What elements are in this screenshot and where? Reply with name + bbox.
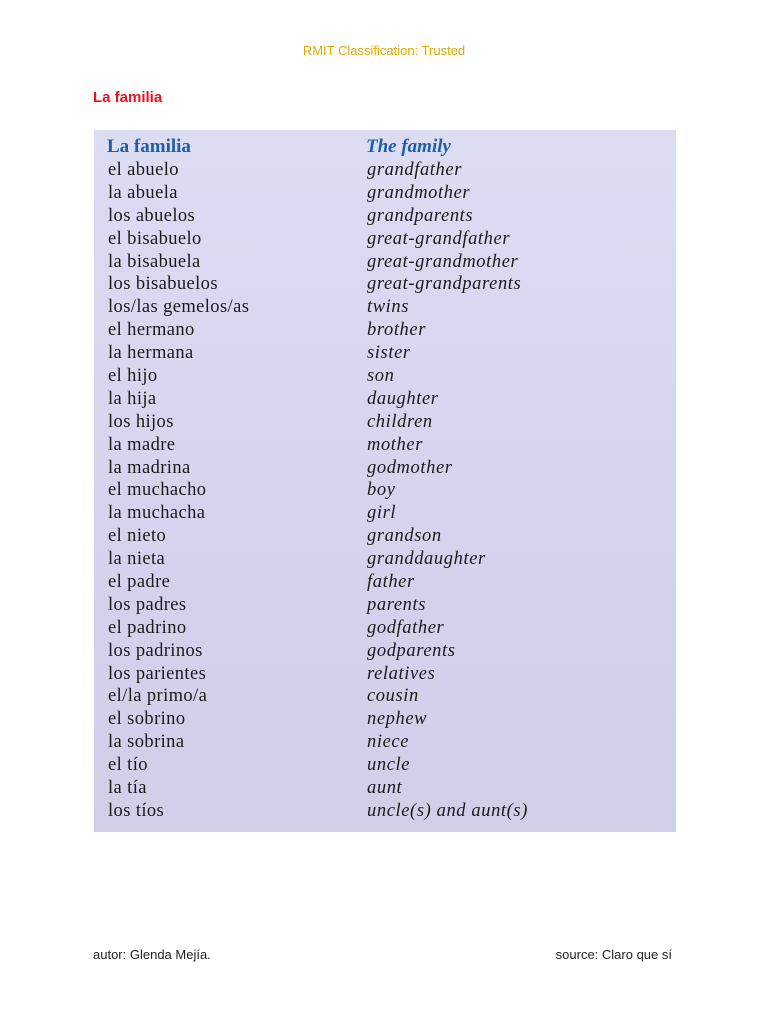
term-english: godfather [367,617,445,638]
term-english: great-grandfather [367,228,511,249]
term-english: mother [367,434,424,455]
term-spanish: la madrina [108,457,191,478]
term-spanish: la sobrina [108,732,185,753]
term-spanish: el abuelo [108,160,179,180]
vocab-row [94,801,676,824]
term-spanish: los tíos [108,800,165,821]
vocab-row [94,549,676,572]
term-spanish: la nieta [108,549,166,570]
term-english: children [367,411,433,432]
term-spanish: los parientes [108,663,207,684]
term-english: grandparents [367,205,474,226]
vocab-row [94,480,676,503]
vocab-row [94,320,676,343]
term-english: girl [367,503,397,524]
vocab-row [94,664,676,687]
term-spanish: la hermana [108,343,194,364]
vocab-row [94,503,676,526]
vocab-row [94,183,676,206]
term-english: parents [367,594,427,615]
vocab-row [94,366,676,389]
term-spanish: el bisabuelo [108,228,202,249]
term-spanish: el/la primo/a [108,686,208,707]
vocab-row [94,435,676,458]
vocabulary-image [94,130,676,832]
term-english: grandfather [367,160,462,180]
term-english: nephew [367,709,428,730]
term-spanish: el nieto [108,526,167,547]
term-english: grandmother [367,182,471,203]
term-english: great-grandparents [367,274,522,295]
vocab-row [94,755,676,778]
term-spanish: el hermano [108,320,195,341]
vocab-row [94,412,676,435]
document-title: La familia [93,89,163,106]
vocabulary-header [94,136,676,160]
term-english: brother [367,320,427,341]
term-english: relatives [367,663,436,684]
heading-english: The family [366,136,451,157]
term-english: great-grandmother [367,251,519,272]
term-english: godparents [367,640,456,661]
term-spanish: los/las gemelos/as [108,297,250,318]
vocab-row [94,229,676,252]
term-english: boy [367,480,396,501]
vocab-row [94,274,676,297]
term-spanish: el padrino [108,617,187,638]
term-spanish: los hijos [108,411,174,432]
term-spanish: los bisabuelos [108,274,218,295]
term-english: grandson [367,526,442,547]
term-english: son [367,366,395,387]
vocab-row [94,252,676,275]
term-spanish: el muchacho [108,480,207,501]
vocab-row [94,297,676,320]
term-spanish: los abuelos [108,205,196,226]
vocab-row [94,595,676,618]
vocab-row [94,618,676,641]
term-english: godmother [367,457,453,478]
term-english: sister [367,343,411,364]
term-english: granddaughter [367,549,486,570]
term-spanish: la muchacha [108,503,206,524]
term-spanish: la bisabuela [108,251,201,272]
term-english: uncle(s) and aunt(s) [367,800,528,821]
vocab-row [94,709,676,732]
classification-label: RMIT Classification: Trusted [302,43,466,58]
footer-author: autor: Glenda Mejía. [93,947,211,962]
vocab-row [94,732,676,755]
term-spanish: el tío [108,755,148,776]
term-spanish: la madre [108,434,176,455]
term-english: father [367,572,415,593]
term-spanish: los padres [108,594,187,615]
vocab-row [94,641,676,664]
term-spanish: la abuela [108,182,178,203]
term-english: uncle [367,755,411,776]
term-english: daughter [367,388,439,409]
vocab-row [94,206,676,229]
term-english: aunt [367,778,403,799]
vocab-row [94,160,676,183]
term-english: niece [367,732,410,753]
vocabulary-list [94,160,676,824]
term-spanish: la hija [108,388,157,409]
term-spanish: los padrinos [108,640,203,661]
vocab-row [94,572,676,595]
term-spanish: la tía [108,778,147,799]
vocab-row [94,778,676,801]
term-spanish: el padre [108,572,171,593]
term-spanish: el hijo [108,366,158,387]
vocab-row [94,389,676,412]
vocab-row [94,343,676,366]
term-english: cousin [367,686,419,707]
vocab-row [94,526,676,549]
term-english: twins [367,297,410,318]
vocab-row [94,686,676,709]
footer-source: source: Claro que sí [555,947,672,962]
term-spanish: el sobrino [108,709,186,730]
heading-spanish: La familia [107,136,191,157]
vocab-row [94,458,676,481]
